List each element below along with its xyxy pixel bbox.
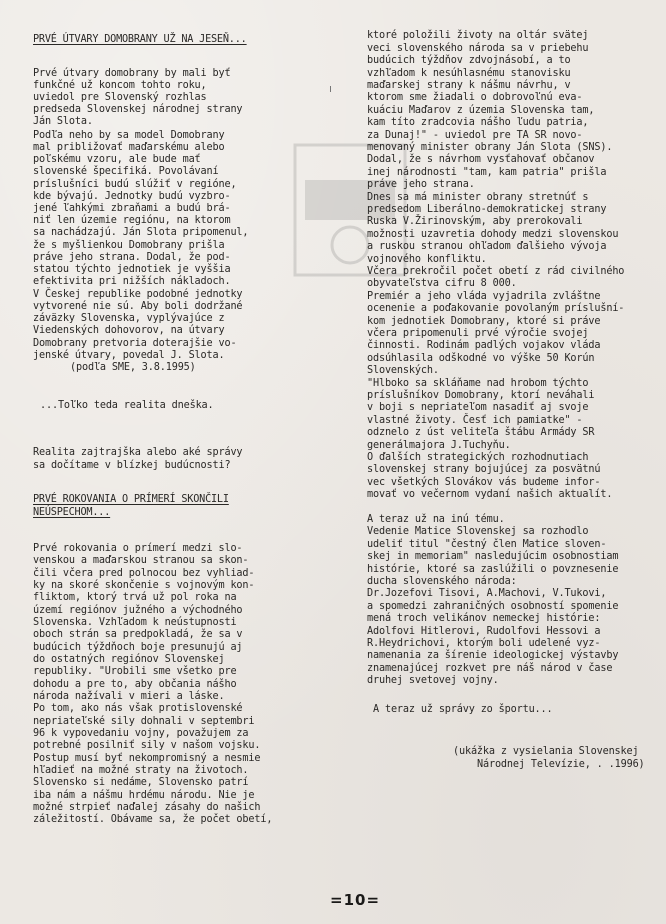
text-line: dohodu a pre to, aby občania nášho bbox=[33, 679, 237, 690]
text-line: záležitostí. Obávame sa, že počet obetí, bbox=[33, 814, 273, 825]
text-line: inej národnosti "tam, kam patria" prišla bbox=[367, 167, 607, 178]
text-line: príslušníci budú slúžiť v regióne, bbox=[33, 179, 237, 190]
heading-ceasefire: NEÚSPECHOM... bbox=[33, 507, 111, 518]
text-line: záväzky Slovenska, vyplývajúce z bbox=[33, 313, 225, 324]
text-line: národa nažívali v mieri a láske. bbox=[33, 691, 225, 702]
text-line: Postup musí byť nekompromisný a nesmie bbox=[33, 753, 261, 764]
text-line: Domobrany pretvoria doterajšie vo- bbox=[33, 338, 237, 349]
text-line: príslušníkov Domobrany, ktorí neváhali bbox=[367, 390, 595, 401]
text-line: v boji s nepriateľom nasadiť aj svoje bbox=[367, 402, 589, 413]
right-column bbox=[367, 0, 666, 770]
text-line: činnosti. Rodinám padlých vojakov vláda bbox=[367, 340, 601, 351]
text-line: práve jeho strana. bbox=[367, 179, 475, 190]
text-line: R.Heydrichovi, ktorým boli udelené vyz- bbox=[367, 638, 601, 649]
text-line: generálmajora J.Tuchyňu. bbox=[367, 440, 511, 451]
text-line: odsúhlasila odškodné vo výške 50 Korún bbox=[367, 353, 595, 364]
text-line: predsedom Liberálno-demokratickej strany bbox=[367, 204, 607, 215]
text-line: efektivita pri nižších nákladoch. bbox=[33, 276, 231, 287]
text-line: 96 k vypovedaniu vojny, považujem za bbox=[33, 728, 249, 739]
text-line: možné strpieť naďalej zásahy do našich bbox=[33, 802, 261, 813]
text-line: ocenenie a poďakovanie povolaným príslušní- bbox=[367, 303, 625, 314]
text-line: oboch strán sa predpokladá, že sa v bbox=[33, 629, 243, 640]
text-line: obyvateľstva cifru 8 000. bbox=[367, 278, 517, 289]
sports-line: A teraz už správy zo športu... bbox=[373, 704, 553, 715]
text-line: vytvorené nie sú. Aby boli dodržané bbox=[33, 301, 243, 312]
text-line: skej in memoriam" nasledujúcim osobnostiam bbox=[367, 551, 619, 562]
text-line: sa nachádzajú. Ján Slota pripomenul, bbox=[33, 227, 249, 238]
text-line: niť len územie regiónu, na ktorom bbox=[33, 215, 231, 226]
text-line: vzhľadom k nesúhlasnému stanovisku bbox=[367, 68, 571, 79]
source-citation: Národnej Televízie, . .1996) bbox=[477, 759, 645, 770]
text-line: za Dunaj!" - uviedol pre TA SR novo- bbox=[367, 130, 583, 141]
page-number: =10= bbox=[330, 891, 381, 909]
text-line: mal približovať maďarskému alebo bbox=[33, 142, 225, 153]
text-line: menovaný minister obrany Ján Slota (SNS). bbox=[367, 142, 613, 153]
text-line: Vedenie Matice Slovenskej sa rozhodlo bbox=[367, 526, 589, 537]
text-line: movať vo večernom vydaní našich aktualít. bbox=[367, 489, 613, 500]
text-line: maďarskej strany k nášmu návrhu, v bbox=[367, 80, 571, 91]
text-line: potrebné posilniť sily v našom vojsku. bbox=[33, 740, 261, 751]
text-line: Ruska V.Žirinovským, aby prerokovali bbox=[367, 216, 583, 227]
text-line: A teraz už na inú tému. bbox=[367, 514, 505, 525]
text-line: kuáciu Maďarov z územia Slovenska tam, bbox=[367, 105, 595, 116]
text-line: hľadieť na možné straty na životoch. bbox=[33, 765, 249, 776]
text-line: Slovenska. Vzhľadom k neústupnosti bbox=[33, 617, 237, 628]
text-line: slovenskej strany bojujúcej za posvätnú bbox=[367, 464, 601, 475]
text-line: budúcich týždňoch boje presunujú aj bbox=[33, 642, 243, 653]
text-line: možnosti uzavretia dohody medzi slovenskou bbox=[367, 229, 619, 240]
text-line: odznelo z úst veliteľa štábu Armády SR bbox=[367, 427, 595, 438]
text-line: Dodal, že s návrhom vysťahovať občanov bbox=[367, 154, 595, 165]
text-line: Podľa neho by sa model Domobrany bbox=[33, 130, 225, 141]
text-line: Dr.Jozefovi Tisovi, A.Machovi, V.Tukovi, bbox=[367, 588, 607, 599]
text-line: "Hlboko sa skláňame nad hrobom týchto bbox=[367, 378, 589, 389]
text-line: ktoré položili životy na oltár svätej bbox=[367, 30, 589, 41]
text-line: práve jeho strana. Dodal, že pod- bbox=[33, 252, 231, 263]
text-line: mená troch velikánov nemeckej histórie: bbox=[367, 613, 601, 624]
text-line: území regiónov južného a východného bbox=[33, 605, 243, 616]
text-line: namenania za šírenie ideologickej výstavby bbox=[367, 650, 619, 661]
heading-first-units: PRVÉ ÚTVARY DOMOBRANY UŽ NA JESEŇ... bbox=[33, 34, 247, 45]
text-line: do ostatných regiónov Slovenskej bbox=[33, 654, 225, 665]
question-line: sa dočítame v blízkej budúcnosti? bbox=[33, 460, 231, 471]
text-line: funkčné už koncom tohto roku, bbox=[33, 80, 207, 91]
text-line: vojnového konfliktu. bbox=[367, 254, 487, 265]
text-line: Včera prekročil počet obetí z rád civilného bbox=[367, 266, 625, 277]
text-line: Adolfovi Hitlerovi, Rudolfovi Hessovi a bbox=[367, 626, 601, 637]
text-line: nepriateľské sily dohnali v septembri bbox=[33, 716, 255, 727]
text-line: Viedenských dohovorov, na útvary bbox=[33, 325, 225, 336]
text-line: a spomedzi zahraničných osobností spomenie bbox=[367, 601, 619, 612]
text-line: ducha slovenského národa: bbox=[367, 576, 517, 587]
text-line: slovenské špecifiká. Povolávaní bbox=[33, 166, 219, 177]
text-line: budúcich týždňov zdvojnásobí, a to bbox=[367, 55, 571, 66]
text-line: Premiér a jeho vláda vyjadrila zvláštne bbox=[367, 291, 601, 302]
text-line: druhej svetovej vojny. bbox=[367, 675, 499, 686]
source-citation: (ukážka z vysielania Slovenskej bbox=[453, 746, 639, 757]
text-line: predseda Slovenskej národnej strany bbox=[33, 104, 243, 115]
text-line: kom jednotiek Domobrany, ktoré si práve bbox=[367, 316, 601, 327]
text-line: ky na skoré skončenie s vojnovým kon- bbox=[33, 580, 255, 591]
text-line: histórie, ktoré sa zaslúžili o povznesenie bbox=[367, 564, 619, 575]
text-line: znamenajúcej rozkvet pre náš národ v čase bbox=[367, 663, 613, 674]
text-line: Prvé útvary domobrany by mali byť bbox=[33, 68, 231, 79]
text-line: uviedol pre Slovenský rozhlas bbox=[33, 92, 207, 103]
text-line: čili včera pred polnocou bez vyhliad- bbox=[33, 568, 255, 579]
text-line: poľskému vzoru, ale bude mať bbox=[33, 154, 201, 165]
text-line: kam títo zradcovia nášho ľudu patria, bbox=[367, 117, 589, 128]
text-line: republiky. "Urobili sme všetko pre bbox=[33, 666, 237, 677]
left-column bbox=[33, 0, 333, 825]
text-line: venskou a maďarskou stranou sa skon- bbox=[33, 555, 249, 566]
text-line: iba nám a nášmu hrdému národu. Nie je bbox=[33, 790, 255, 801]
text-line: že s myšlienkou Domobrany prišla bbox=[33, 240, 225, 251]
text-line: statou týchto jednotiek je vyššia bbox=[33, 264, 231, 275]
text-line: jené ľahkými zbraňami a budú brá- bbox=[33, 203, 231, 214]
text-line: udeliť titul "čestný člen Matice sloven- bbox=[367, 539, 607, 550]
text-line: veci slovenského národa sa v priebehu bbox=[367, 43, 589, 54]
text-line: včera pripomenuli prvé výročie svojej bbox=[367, 328, 589, 339]
text-line: Prvé rokovania o prímerí medzi slo- bbox=[33, 543, 243, 554]
text-line: kde bývajú. Jednotky budú vyzbro- bbox=[33, 191, 231, 202]
text-line: fliktom, ktorý trvá už pol roka na bbox=[33, 592, 237, 603]
heading-ceasefire: PRVÉ ROKOVANIA O PRÍMERÍ SKONČILI bbox=[33, 494, 229, 505]
text-line: jenské útvary, povedal J. Slota. bbox=[33, 350, 225, 361]
text-line: Dnes sa má minister obrany stretnúť s bbox=[367, 192, 589, 203]
text-line: Slovensko si nedáme, Slovensko patrí bbox=[33, 777, 249, 788]
text-line: Po tom, ako nás však protislovenské bbox=[33, 703, 243, 714]
text-line: Slovenských. bbox=[367, 365, 439, 376]
text-line: Ján Slota. bbox=[33, 116, 93, 127]
text-line: a ruskou stranou ohľadom ďalšieho vývoja bbox=[367, 241, 607, 252]
text-line: vec všetkých Slovákov vás budeme infor- bbox=[367, 477, 601, 488]
text-line: vlastné životy. Česť ich pamiatke" - bbox=[367, 415, 583, 426]
question-line: Realita zajtrajška alebo aké správy bbox=[33, 447, 243, 458]
text-line: ktorom sme žiadali o dobrovoľnú eva- bbox=[367, 92, 583, 103]
text-line: O ďalších strategických rozhodnutiach bbox=[367, 452, 589, 463]
reality-line: ...Toľko teda realita dneška. bbox=[40, 400, 214, 411]
source-citation: (podľa SME, 3.8.1995) bbox=[70, 362, 196, 373]
text-line: V Českej republike podobné jednotky bbox=[33, 289, 243, 300]
